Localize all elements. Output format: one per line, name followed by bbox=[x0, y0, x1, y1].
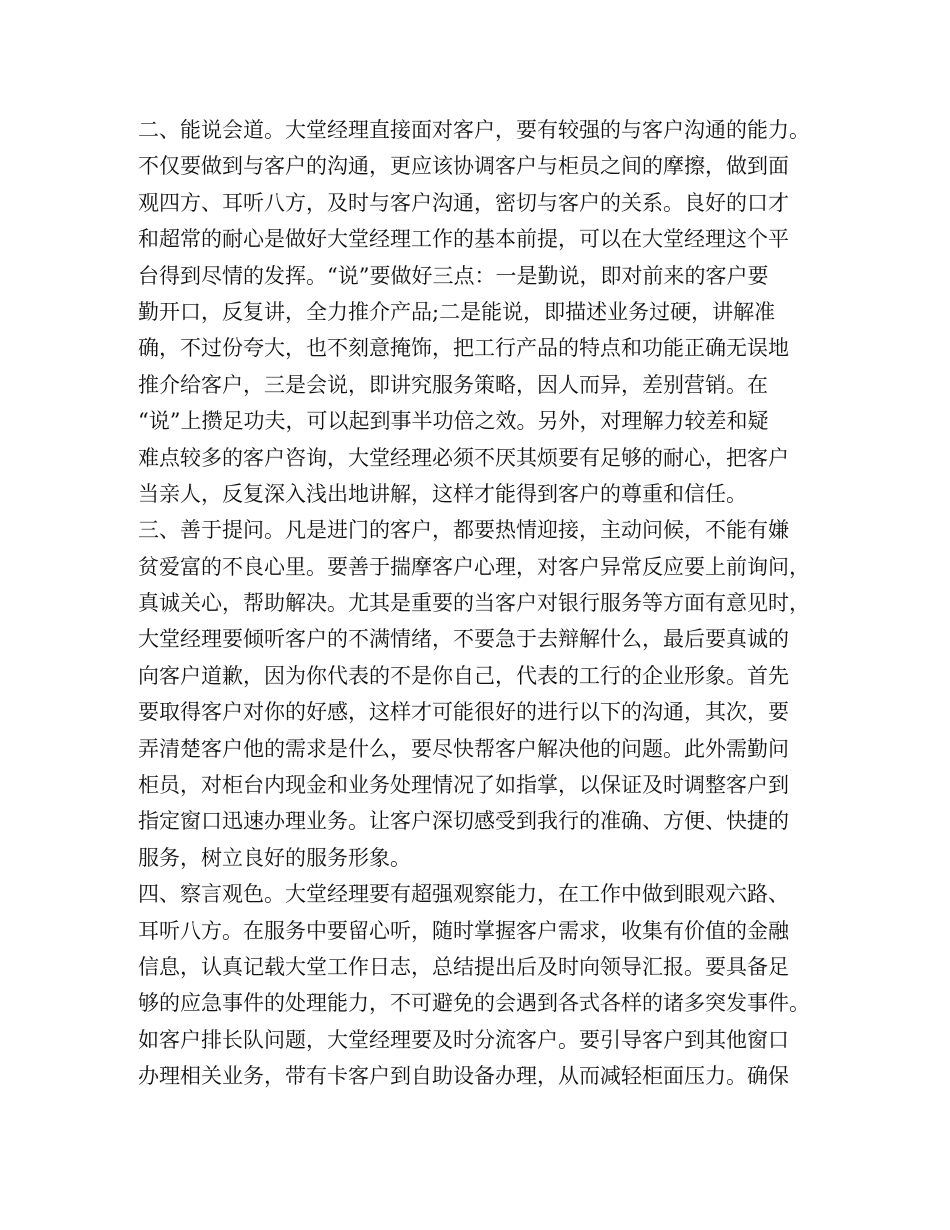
text-line: 不仅要做到与客户的沟通，更应该协调客户与柜员之间的摩擦，做到面 bbox=[138, 154, 789, 179]
text-line: 三、善于提问。凡是进门的客户，都要热情迎接，主动问候，不能有嫌 bbox=[138, 518, 789, 543]
text-line: 耳听八方。在服务中要留心听，随时掌握客户需求，收集有价值的金融 bbox=[138, 918, 789, 943]
text-line: 确，不过份夸大，也不刻意掩饰，把工行产品的特点和功能正确无误地 bbox=[138, 336, 789, 361]
text-line: 办理相关业务，带有卡客户到自助设备办理，从而减轻柜面压力。确保 bbox=[138, 1064, 789, 1089]
text-line: “说”上攒足功夫，可以起到事半功倍之效。另外，对理解力较差和疑 bbox=[138, 409, 769, 434]
text-line: 真诚关心，帮助解决。尤其是重要的当客户对银行服务等方面有意见时， bbox=[138, 591, 810, 616]
text-line: 要取得客户对你的好感，这样才可能很好的进行以下的沟通，其次，要 bbox=[138, 700, 789, 725]
document-body bbox=[138, 112, 828, 1095]
text-line: 柜员，对柜台内现金和业务处理情况了如指掌，以保证及时调整客户到 bbox=[138, 773, 789, 798]
text-line: 二、能说会道。大堂经理直接面对客户，要有较强的与客户沟通的能力。 bbox=[138, 118, 810, 142]
text-line: 够的应急事件的处理能力，不可避免的会遇到各式各样的诸多突发事件。 bbox=[138, 991, 810, 1016]
text-line: 贫爱富的不良心里。要善于揣摩客户心理，对客户异常反应要上前询问， bbox=[138, 554, 810, 579]
text-line: 难点较多的客户咨询，大堂经理必须不厌其烦要有足够的耐心，把客户 bbox=[138, 445, 789, 470]
text-line: 当亲人，反复深入浅出地讲解，这样才能得到客户的尊重和信任。 bbox=[138, 481, 747, 506]
text-line: 大堂经理要倾听客户的不满情绪，不要急于去辩解什么，最后要真诚的 bbox=[138, 627, 789, 652]
text-line: 服务，树立良好的服务形象。 bbox=[138, 845, 411, 870]
text-line: 观四方、耳听八方，及时与客户沟通，密切与客户的关系。良好的口才 bbox=[138, 190, 789, 215]
text-line: 向客户道歉，因为你代表的不是你自己，代表的工行的企业形象。首先 bbox=[138, 663, 789, 688]
text-line: 推介给客户，三是会说，即讲究服务策略，因人而异，差别营销。在 bbox=[138, 372, 768, 397]
text-line: 和超常的耐心是做好大堂经理工作的基本前提，可以在大堂经理这个平 bbox=[138, 227, 789, 252]
text-line: 四、察言观色。大堂经理要有超强观察能力，在工作中做到眼观六路、 bbox=[138, 882, 789, 907]
text-line: 弄清楚客户他的需求是什么，要尽快帮客户解决他的问题。此外需勤问 bbox=[138, 736, 789, 761]
text-line: 勤开口，反复讲，全力推介产品;二是能说，即描述业务过硬，讲解准 bbox=[138, 299, 776, 324]
text-line: 信息，认真记载大堂工作日志，总结提出后及时向领导汇报。要具备足 bbox=[138, 954, 789, 979]
text-line: 台得到尽情的发挥。“说”要做好三点：一是勤说，即对前来的客户要 bbox=[138, 263, 769, 288]
text-line: 指定窗口迅速办理业务。让客户深切感受到我行的准确、方便、快捷的 bbox=[138, 809, 789, 834]
text-line: 如客户排长队问题，大堂经理要及时分流客户。要引导客户到其他窗口 bbox=[138, 1027, 789, 1052]
